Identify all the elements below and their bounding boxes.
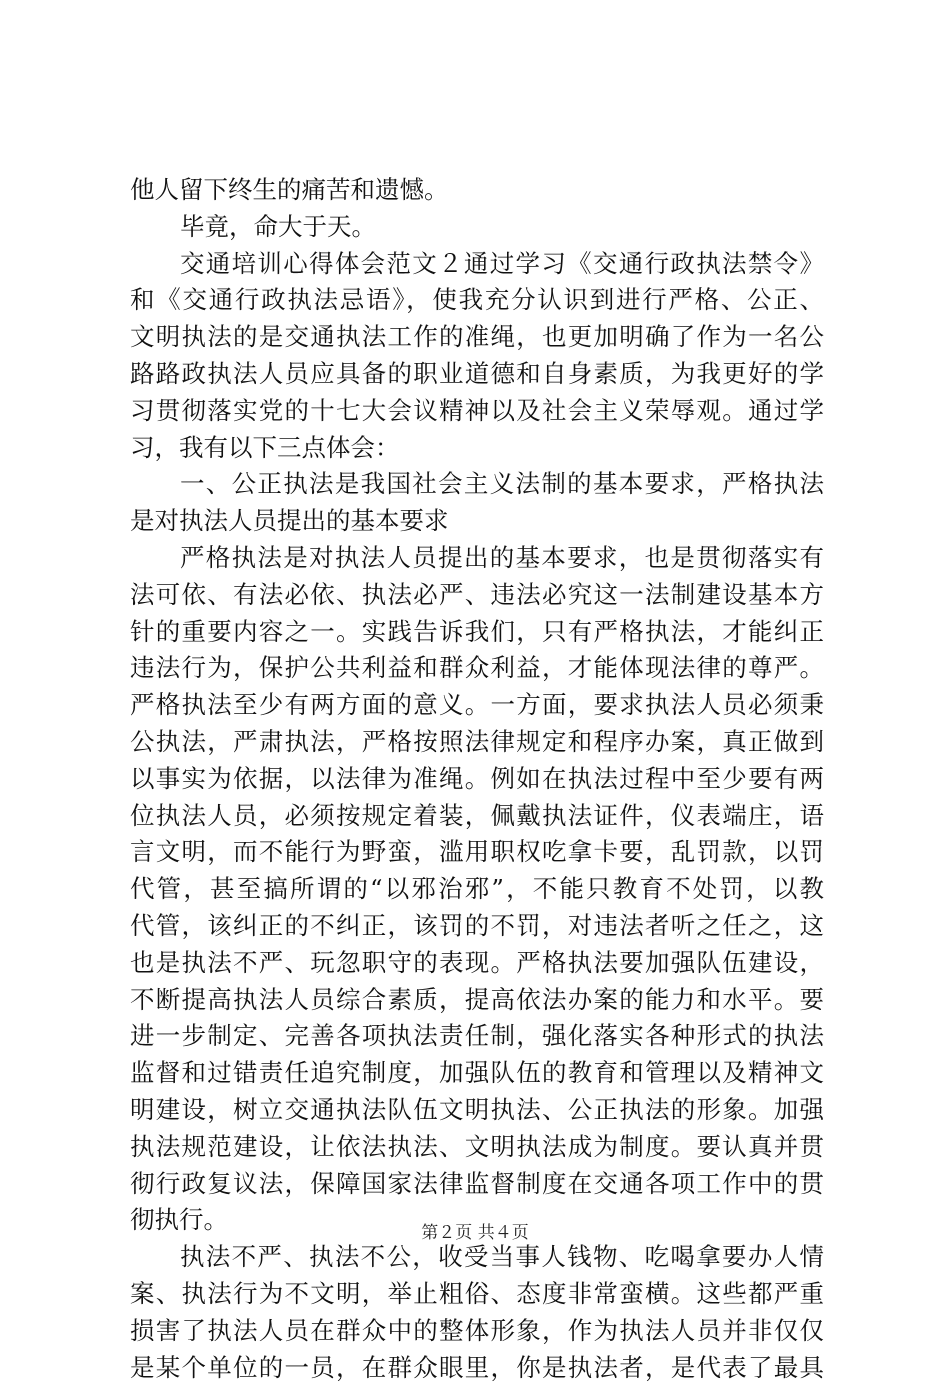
text-line: 执法不严、执法不公，收受当事人钱物、吃喝拿要办人情 xyxy=(130,1239,824,1276)
text-line: 习，我有以下三点体会： xyxy=(130,430,824,467)
text-line: 言文明，而不能行为野蛮，滥用职权吃拿卡要，乱罚款，以罚 xyxy=(130,834,824,871)
text-line: 代管，甚至搞所谓的“以邪治邪”，不能只教育不处罚，以教 xyxy=(130,871,824,908)
text-line: 严格执法是对执法人员提出的基本要求，也是贯彻落实有 xyxy=(130,540,824,577)
text-line: 文明执法的是交通执法工作的准绳，也更加明确了作为一名公 xyxy=(130,319,824,356)
text-line: 彻行政复议法，保障国家法律监督制度在交通各项工作中的贯 xyxy=(130,1166,824,1203)
text-line: 是某个单位的一员，在群众眼里，你是执法者，是代表了最具 xyxy=(130,1350,824,1386)
text-line: 习贯彻落实党的十七大会议精神以及社会主义荣辱观。通过学 xyxy=(130,393,824,430)
text-line: 损害了执法人员在群众中的整体形象，作为执法人员并非仅仅 xyxy=(130,1313,824,1350)
text-line: 以事实为依据，以法律为准绳。例如在执法过程中至少要有两 xyxy=(130,761,824,798)
text-line: 违法行为，保护公共利益和群众利益，才能体现法律的尊严。 xyxy=(130,650,824,687)
text-line: 执法规范建设，让依法执法、文明执法成为制度。要认真并贯 xyxy=(130,1129,824,1166)
text-line: 和《交通行政执法忌语》，使我充分认识到进行严格、公正、 xyxy=(130,282,824,319)
document-body xyxy=(130,172,824,1386)
page-footer: 第２页 共４页 xyxy=(0,1218,950,1243)
text-line: 毕竟，命大于天。 xyxy=(130,209,824,246)
text-line: 针的重要内容之一。实践告诉我们，只有严格执法，才能纠正 xyxy=(130,614,824,651)
text-line: 也是执法不严、玩忽职守的表现。严格执法要加强队伍建设， xyxy=(130,945,824,982)
text-line: 案、执法行为不文明，举止粗俗、态度非常蛮横。这些都严重 xyxy=(130,1276,824,1313)
text-line: 交通培训心得体会范文２通过学习《交通行政执法禁令》 xyxy=(130,246,824,283)
text-line: 彻执行。 xyxy=(130,1202,824,1239)
text-line: 法可依、有法必依、执法必严、违法必究这一法制建设基本方 xyxy=(130,577,824,614)
text-line: 公执法，严肃执法，严格按照法律规定和程序办案，真正做到 xyxy=(130,724,824,761)
text-line: 代管，该纠正的不纠正，该罚的不罚，对违法者听之任之，这 xyxy=(130,908,824,945)
text-line: 是对执法人员提出的基本要求 xyxy=(130,503,824,540)
text-line: 位执法人员，必须按规定着装，佩戴执法证件，仪表端庄，语 xyxy=(130,798,824,835)
text-line: 一、公正执法是我国社会主义法制的基本要求，严格执法 xyxy=(130,466,824,503)
text-line: 进一步制定、完善各项执法责任制，强化落实各种形式的执法 xyxy=(130,1018,824,1055)
text-line: 监督和过错责任追究制度，加强队伍的教育和管理以及精神文 xyxy=(130,1055,824,1092)
text-line: 他人留下终生的痛苦和遗憾。 xyxy=(130,172,824,209)
text-line: 明建设，树立交通执法队伍文明执法、公正执法的形象。加强 xyxy=(130,1092,824,1129)
text-line: 严格执法至少有两方面的意义。一方面，要求执法人员必须秉 xyxy=(130,687,824,724)
text-line: 路路政执法人员应具备的职业道德和自身素质，为我更好的学 xyxy=(130,356,824,393)
text-line: 不断提高执法人员综合素质，提高依法办案的能力和水平。要 xyxy=(130,982,824,1019)
